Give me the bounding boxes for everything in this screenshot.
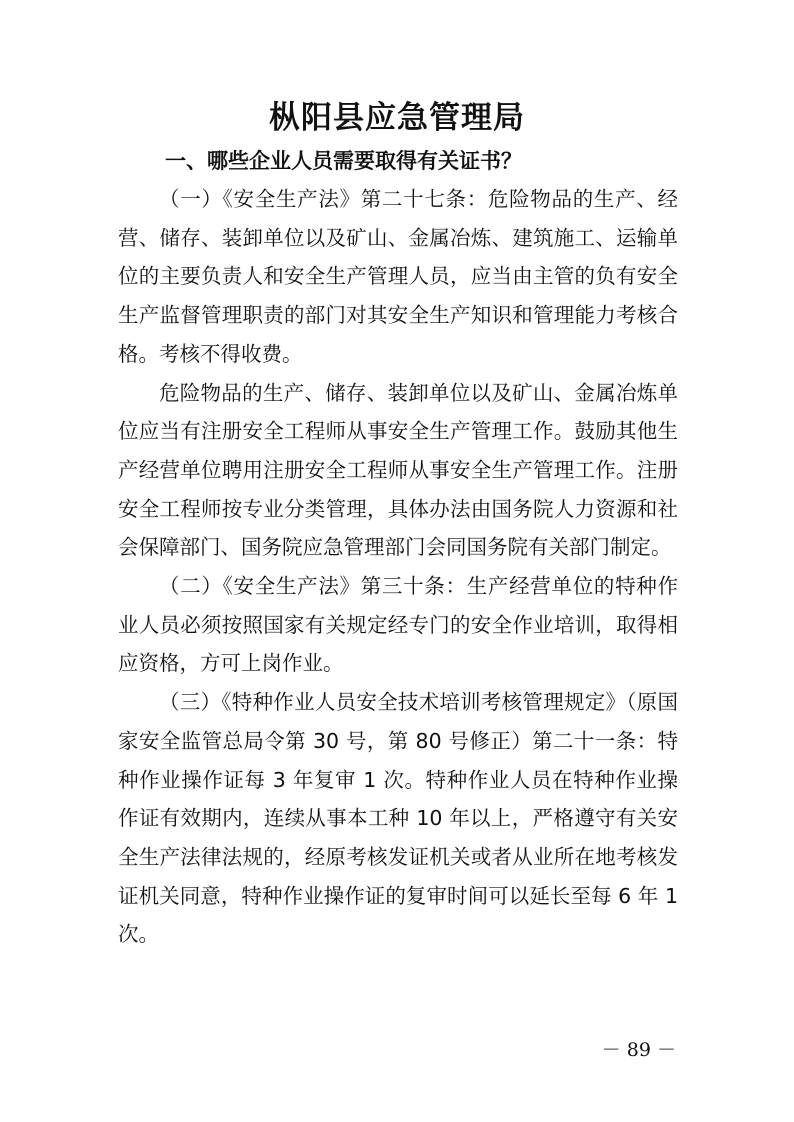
page-title: 枞阳县应急管理局: [269, 100, 525, 136]
paragraph-1: （一）《安全生产法》第二十七条：危险物品的生产、经营、储存、装卸单位以及矿山、金属冶炼、建筑施工、运输单位的主要负责人和安全生产管理人员，应当由主管的负有安全生产监督管理职责的部门对其安全生产知识和管理能力考核合格。考核不得收费。: [118, 187, 678, 366]
paragraph-2: 危险物品的生产、储存、装卸单位以及矿山、金属冶炼单位应当有注册安全工程师从事安全生产管理工作。鼓励其他生产经营单位聘用注册安全工程师从事安全生产管理工作。注册安全工程师按专业分类管理，具体办法由国务院人力资源和社会保障部门、国务院应急管理部门会同国务院有关部门制定。: [118, 380, 678, 560]
paragraph-4: （三）《特种作业人员安全技术培训考核管理规定》（原国家安全监管总局令第 30 号，第 80 号修正）第二十一条：特种作业操作证每 3 年复审 1 次。特种作业人员在特种作业操作证有效期内，连续从事本工种 10 年以上，严格遵守有关安全生产法律法规的，经原考核发证机关或者从业所在地考核发证机关同意，特种作业操作证的复审时间可以延长至每 6 年 1 次。: [118, 690, 678, 947]
body-text: [118, 180, 678, 954]
section-heading: 一、哪些企业人员需要取得有关证书？: [165, 149, 522, 173]
page-number: － 89 －: [601, 1039, 676, 1061]
paragraph-3: （二）《安全生产法》第三十条：生产经营单位的特种作业人员必须按照国家有关规定经专门的安全作业培训，取得相应资格，方可上岗作业。: [118, 574, 678, 676]
